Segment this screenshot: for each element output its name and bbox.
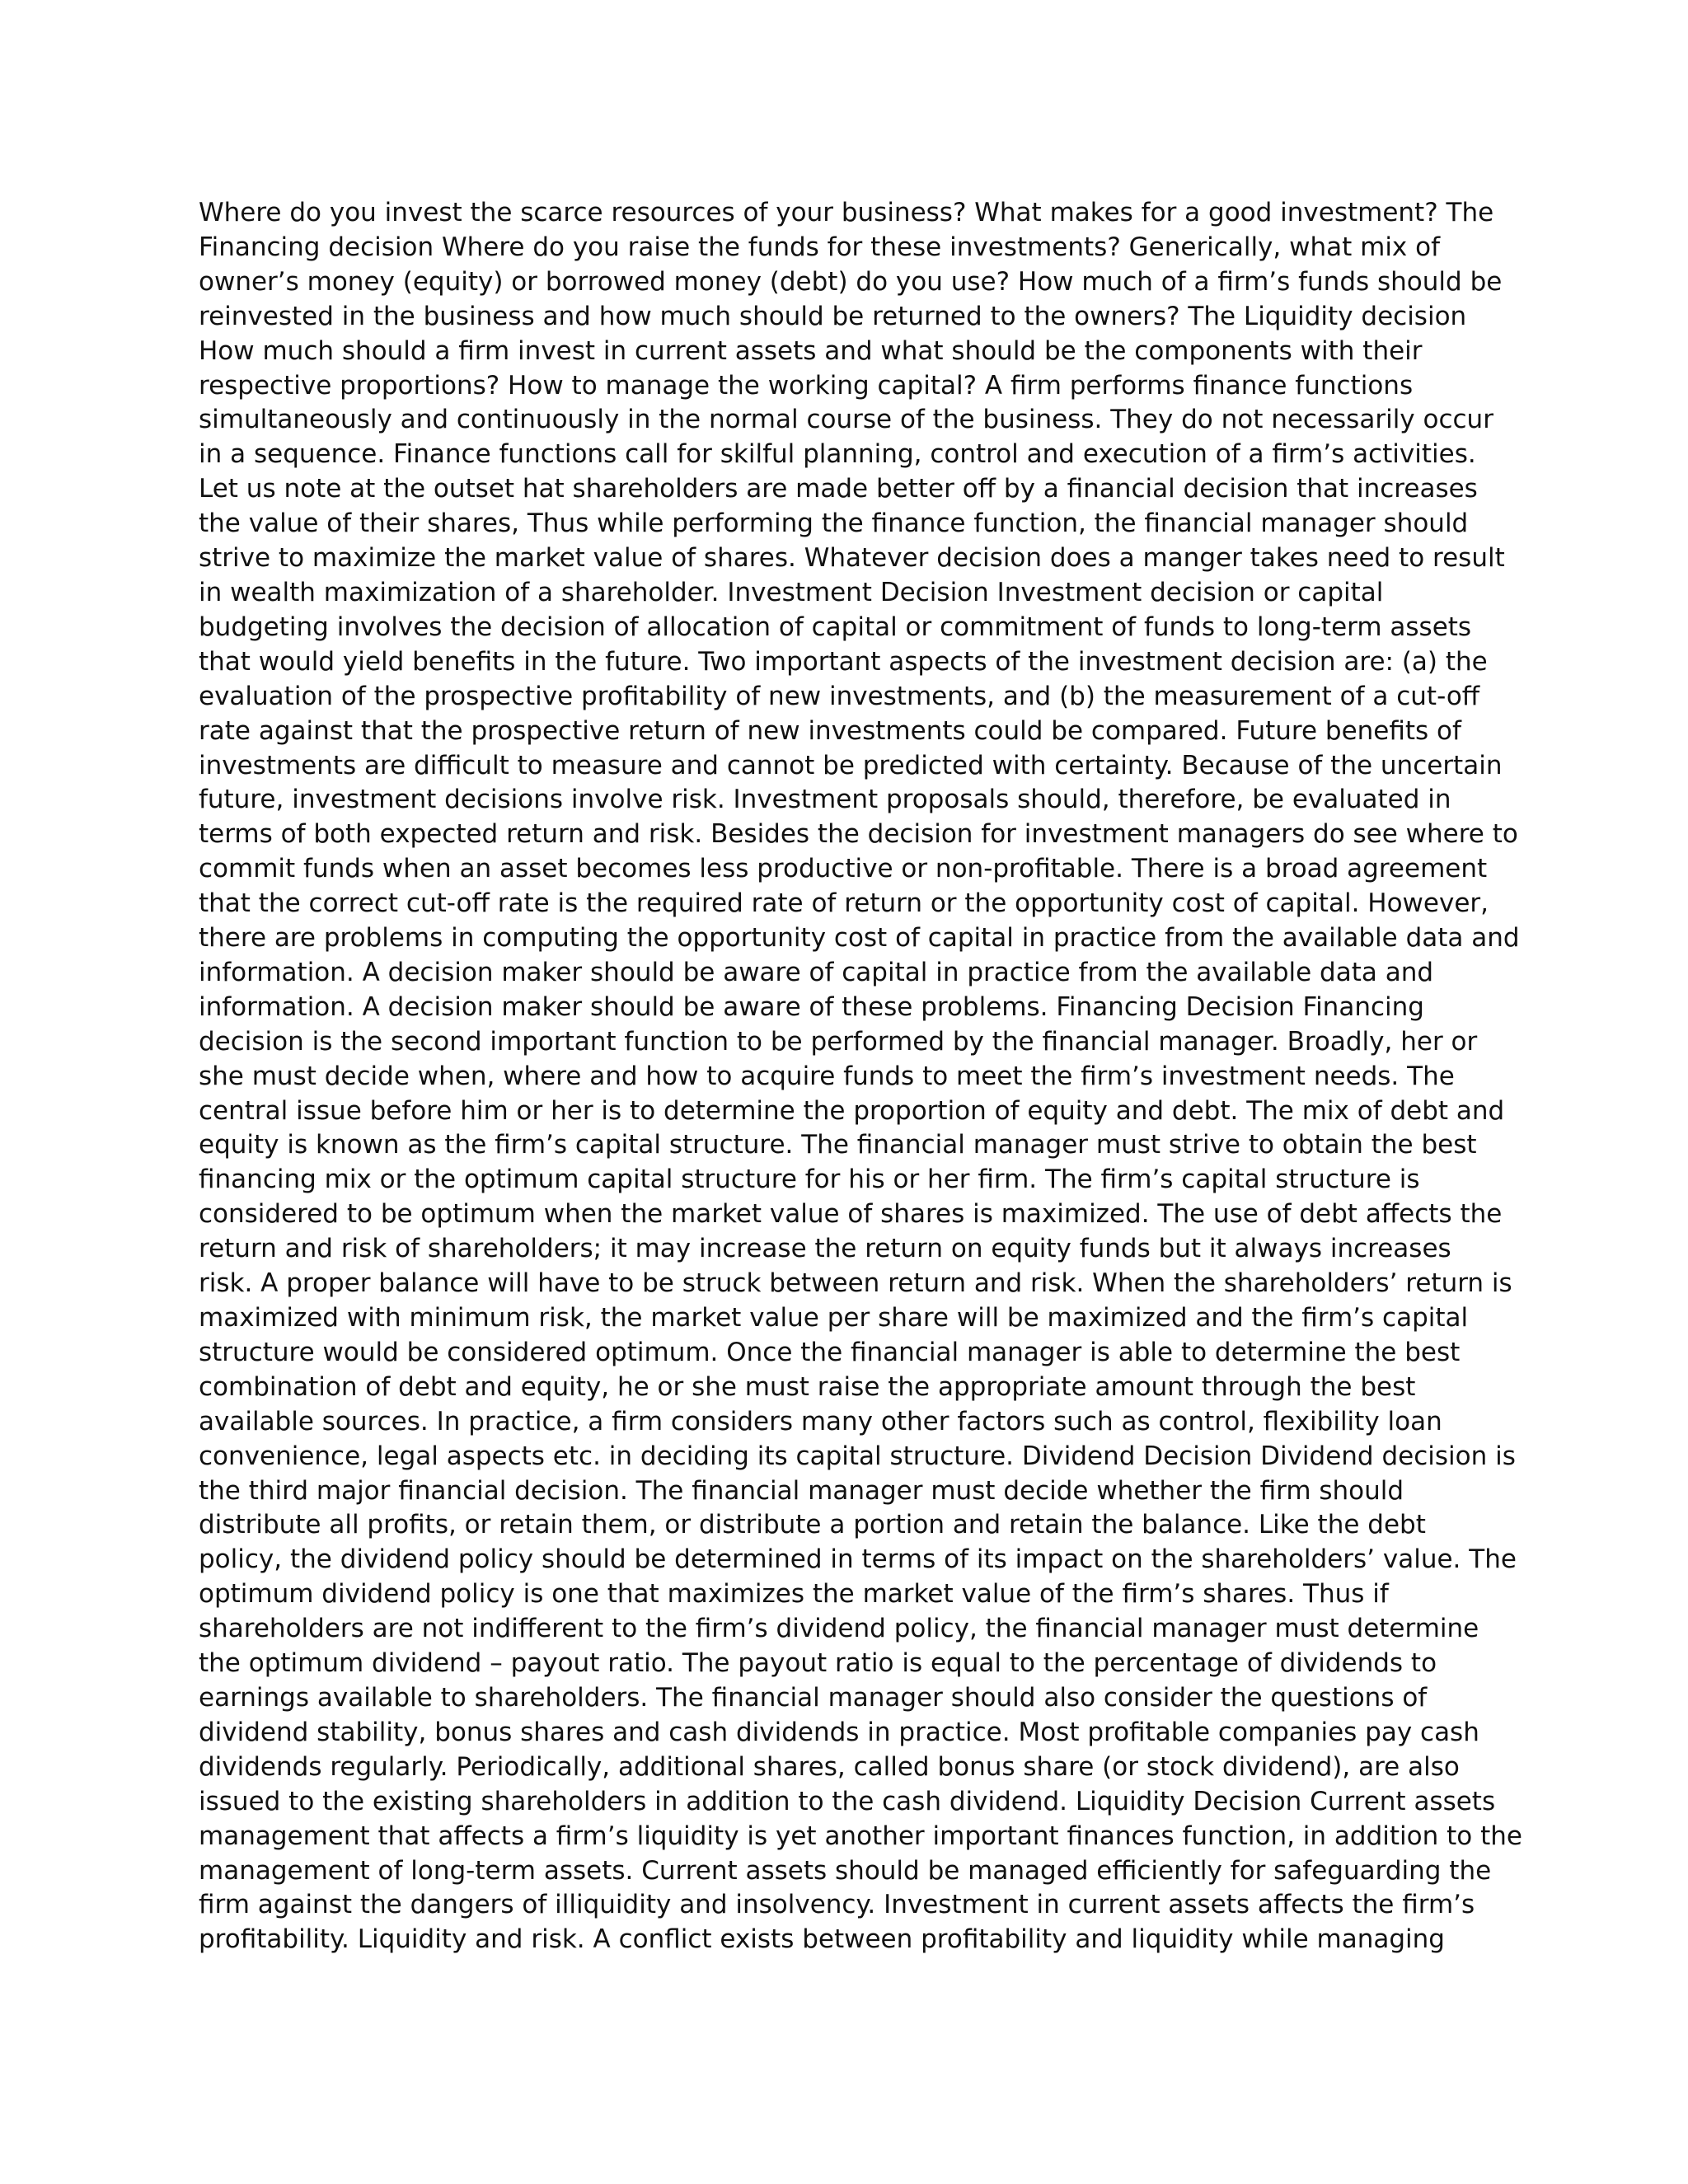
text-line: risk. A proper balance will have to be struck between return and risk. When the shareholders’ return is <box>199 1268 1512 1299</box>
text-line: that the correct cut-off rate is the required rate of return or the opportunity cost of capital. However, <box>199 888 1489 919</box>
text-line: future, investment decisions involve risk. Investment proposals should, therefore, be evaluated in <box>199 785 1451 815</box>
text-line: dividends regularly. Periodically, additional shares, called bonus share (or stock dividend), are also <box>199 1751 1460 1782</box>
text-line: convenience, legal aspects etc. in deciding its capital structure. Dividend Decision Dividend decision is <box>199 1441 1516 1471</box>
text-line: dividend stability, bonus shares and cash dividends in practice. Most profitable companies pay cash <box>199 1717 1479 1747</box>
text-line: issued to the existing shareholders in addition to the cash dividend. Liquidity Decision Current assets <box>199 1786 1496 1816</box>
text-line: management that affects a firm’s liquidity is yet another important finances function, in addition to the <box>199 1821 1522 1851</box>
text-line: information. A decision maker should be aware of these problems. Financing Decision Financing <box>199 991 1424 1022</box>
text-line: the optimum dividend – payout ratio. The payout ratio is equal to the percentage of dividends to <box>199 1648 1437 1679</box>
text-line: maximized with minimum risk, the market value per share will be maximized and the firm’s capital <box>199 1303 1469 1333</box>
text-line: management of long-term assets. Current assets should be managed efficiently for safeguarding the <box>199 1855 1492 1886</box>
text-line: in wealth maximization of a shareholder. Investment Decision Investment decision or capital <box>199 577 1384 607</box>
text-line: terms of both expected return and risk. Besides the decision for investment managers do see where to <box>199 819 1518 850</box>
text-line: decision is the second important function to be performed by the financial manager. Broadly, her or <box>199 1026 1478 1057</box>
text-line: respective proportions? How to manage the working capital? A firm performs finance functions <box>199 370 1414 401</box>
text-line: profitability. Liquidity and risk. A conflict exists between profitability and liquidity while managing <box>199 1924 1445 1955</box>
text-line: there are problems in computing the opportunity cost of capital in practice from the available data and <box>199 923 1520 954</box>
text-line: firm against the dangers of illiquidity and insolvency. Investment in current assets affects the firm’s <box>199 1890 1475 1920</box>
text-line: shareholders are not indifferent to the firm’s dividend policy, the financial manager must determine <box>199 1614 1479 1644</box>
text-line: the third major financial decision. The financial manager must decide whether the firm should <box>199 1475 1404 1506</box>
text-line: policy, the dividend policy should be determined in terms of its impact on the shareholders’ value. The <box>199 1544 1517 1575</box>
text-line: reinvested in the business and how much should be returned to the owners? The Liquidity decision <box>199 301 1467 331</box>
text-line: Where do you invest the scarce resources of your business? What makes for a good investment? The <box>199 198 1494 227</box>
text-line: central issue before him or her is to determine the proportion of equity and debt. The mix of debt and <box>199 1095 1505 1126</box>
text-line: budgeting involves the decision of allocation of capital or commitment of funds to long-term assets <box>199 612 1472 642</box>
text-line: information. A decision maker should be aware of capital in practice from the available data and <box>199 957 1434 987</box>
text-line: in a sequence. Finance functions call for skilful planning, control and execution of a firm’s activities. <box>199 439 1476 470</box>
text-line: she must decide when, where and how to acquire funds to meet the firm’s investment needs. The <box>199 1061 1455 1091</box>
text-line: available sources. In practice, a firm considers many other factors such as control, flexibility loan <box>199 1406 1442 1436</box>
text-line: earnings available to shareholders. The financial manager should also consider the questions of <box>199 1682 1428 1713</box>
text-line: combination of debt and equity, he or she must raise the appropriate amount through the best <box>199 1371 1416 1402</box>
text-line: evaluation of the prospective profitability of new investments, and (b) the measurement of a cut-off <box>199 681 1480 711</box>
text-line: commit funds when an asset becomes less productive or non-profitable. There is a broad agreement <box>199 854 1488 884</box>
text-line: optimum dividend policy is one that maximizes the market value of the firm’s shares. Thus if <box>199 1579 1389 1610</box>
body-text <box>199 196 1522 1957</box>
text-line: How much should a firm invest in current assets and what should be the components with their <box>199 335 1423 366</box>
text-line: strive to maximize the market value of shares. Whatever decision does a manger takes need to result <box>199 543 1505 574</box>
text-line: considered to be optimum when the market value of shares is maximized. The use of debt affects the <box>199 1199 1503 1230</box>
text-line: structure would be considered optimum. Once the financial manager is able to determine the best <box>199 1337 1461 1367</box>
text-line: investments are difficult to measure and cannot be predicted with certainty. Because of the uncertain <box>199 750 1503 780</box>
text-line: financing mix or the optimum capital structure for his or her firm. The firm’s capital structure is <box>199 1165 1420 1195</box>
text-line: Let us note at the outset hat shareholders are made better off by a financial decision that increases <box>199 474 1478 504</box>
text-line: owner’s money (equity) or borrowed money (debt) do you use? How much of a firm’s funds should be <box>199 266 1503 297</box>
text-line: distribute all profits, or retain them, or distribute a portion and retain the balance. Like the debt <box>199 1510 1426 1540</box>
text-line: the value of their shares, Thus while performing the finance function, the financial manager should <box>199 509 1469 539</box>
text-line: return and risk of shareholders; it may increase the return on equity funds but it always increases <box>199 1234 1451 1264</box>
text-line: equity is known as the firm’s capital structure. The financial manager must strive to obtain the best <box>199 1130 1477 1160</box>
text-line: rate against that the prospective return of new investments could be compared. Future benefits of <box>199 715 1461 746</box>
text-line: that would yield benefits in the future. Two important aspects of the investment decision are: (a) the <box>199 646 1488 677</box>
text-line: simultaneously and continuously in the normal course of the business. They do not necessarily occur <box>199 405 1493 435</box>
text-line: Financing decision Where do you raise the funds for these investments? Generically, what mix of <box>199 232 1441 262</box>
